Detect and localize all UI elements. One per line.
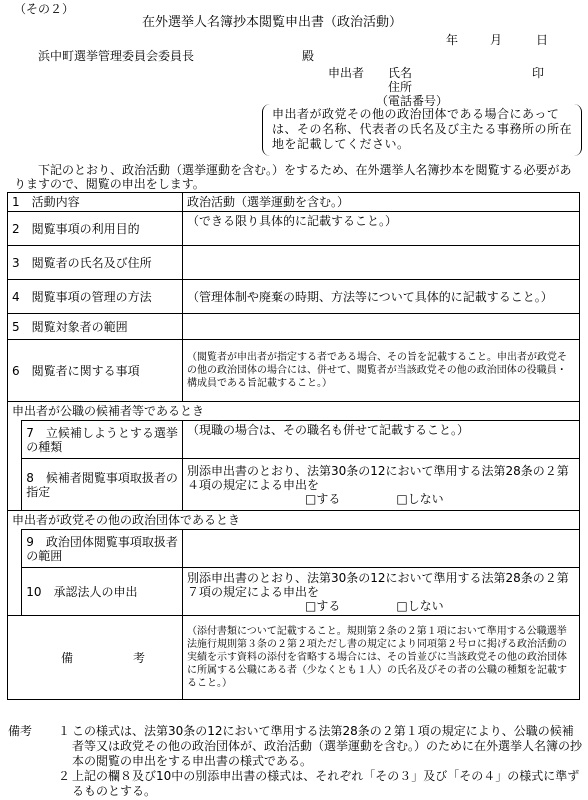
footnote-number: １ [58, 724, 71, 738]
row-label: 4 閲覧事項の管理の方法 [8, 280, 183, 314]
table-row [8, 280, 580, 314]
form-number: （その２） [14, 2, 75, 16]
date-month: 月 [490, 33, 503, 47]
footnote-number: ２ [58, 769, 71, 783]
row-label: 3 閲覧者の氏名及び住所 [8, 246, 183, 280]
applicant-phone-label: （電話番号） [376, 94, 449, 108]
row-value[interactable]: （管理体制や廃棄の時期、方法等について具体的に記載すること。） [183, 280, 580, 314]
row10-text: 別添申出書のとおり、法第30条の12において準用する法第28条の２第７項の規定による申出を [187, 570, 569, 599]
row-value[interactable] [183, 530, 580, 568]
table-row [8, 246, 580, 280]
checkbox-dont[interactable]: □しない [396, 491, 444, 506]
remarks-label: 備 考 [8, 616, 183, 700]
table-row [8, 340, 580, 402]
row-value[interactable] [183, 246, 580, 280]
row-label: 2 閲覧事項の利用目的 [8, 212, 183, 246]
footnotes [8, 724, 584, 799]
row-value[interactable] [183, 314, 580, 340]
footnote-2 [8, 769, 584, 799]
section-candidate-title: 申出者が公職の候補者等であるとき [8, 402, 580, 421]
row-label: 7 立候補しようとする選挙の種類 [22, 421, 183, 459]
bracket-note: 申出者が政党その他の政治団体である場合にあっては、その名称、代表者の氏名及び主たる事務所の所在地を記載してください。 [272, 107, 573, 151]
table-row [8, 212, 580, 246]
section-row [8, 511, 580, 530]
row-value[interactable]: （できる限り具体的に記載すること。） [183, 212, 580, 246]
footnote-1 [8, 724, 584, 769]
form-table [7, 192, 580, 700]
row-label: 1 活動内容 [8, 193, 183, 212]
row-label: 9 政治団体閲覧事項取扱者の範囲 [22, 530, 183, 568]
page-title: 在外選挙人名簿抄本閲覧申出書（政治活動） [142, 15, 403, 30]
footnote-text: この様式は、法第30条の12において準用する法第28条の２第１項の規定により、公職の候補者等又は政党その他の政治団体が、政治活動（選挙運動を含む。）のために在外選挙人名簿の抄本の閲覧の申出をする申出書の様式である。 [72, 724, 583, 768]
table-row [8, 459, 580, 511]
row-label: 5 閲覧対象者の範囲 [8, 314, 183, 340]
applicant-address-label: 住所 [388, 80, 413, 94]
row-value[interactable]: 政治活動（選挙運動を含む。） [183, 193, 580, 212]
row-label: 6 閲覧者に関する事項 [8, 340, 183, 402]
checkbox-dont[interactable]: □しない [396, 598, 444, 613]
table-row [8, 616, 580, 700]
addressee: 浜中町選挙管理委員会委員長 [38, 49, 195, 63]
row-value[interactable]: （閲覧者が申出者が指定する者である場合、その旨を記載すること。申出者が政党その他の政治団体の場合には、併せて、閲覧者が当該政党その他の政治団体の役職員・構成員である旨記載すること。） [183, 340, 580, 402]
table-row [8, 530, 580, 568]
table-row [8, 568, 580, 616]
table-row [8, 314, 580, 340]
table-row [8, 421, 580, 459]
row-value [183, 568, 580, 616]
row-value[interactable]: （現職の場合は、その職名も併せて記載すること。） [183, 421, 580, 459]
checkbox-do[interactable]: □する [305, 598, 341, 613]
addressee-suffix: 殿 [302, 49, 315, 63]
applicant-label: 申出者 [328, 66, 365, 80]
seal-mark: 印 [532, 66, 545, 80]
row-label: 10 承認法人の申出 [22, 568, 183, 616]
applicant-name-label: 氏名 [388, 66, 413, 80]
row8-text: 別添申出書のとおり、法第30条の12において準用する法第28条の２第４項の規定による申出を [187, 463, 569, 492]
intro-text: 下記のとおり、政治活動（選挙運動を含む。）をするため、在外選挙人名簿抄本を閲覧する必要がありますので、閲覧の申出をします。 [14, 163, 572, 191]
footnote-text: 上記の欄８及び10中の別添申出書の様式は、それぞれ「その３」及び「その４」の様式に準ずるものとする。 [72, 769, 580, 798]
footnote-key: 備考 [8, 724, 33, 738]
checkbox-do[interactable]: □する [305, 491, 341, 506]
date-year: 年 [446, 33, 459, 47]
section-party-title: 申出者が政党その他の政治団体であるとき [8, 511, 580, 530]
date-day: 日 [536, 33, 549, 47]
row-value [183, 459, 580, 511]
row-label: 8 候補者閲覧事項取扱者の指定 [22, 459, 183, 511]
remarks-value[interactable]: （添付書類について記載すること。規則第２条の２第１項において準用する公職選挙法施行規則第３条の２第２項ただし書の規定により同項第２号ロに掲げる政治活動の実績を示す資料の添付を省略する場合には、その旨並びに当該政党その他の政治団体に所属する公職にある者（少なくとも１人）の氏名及びその者の公職の種類を記載すること。） [183, 616, 580, 700]
table-row [8, 193, 580, 212]
section-row [8, 402, 580, 421]
